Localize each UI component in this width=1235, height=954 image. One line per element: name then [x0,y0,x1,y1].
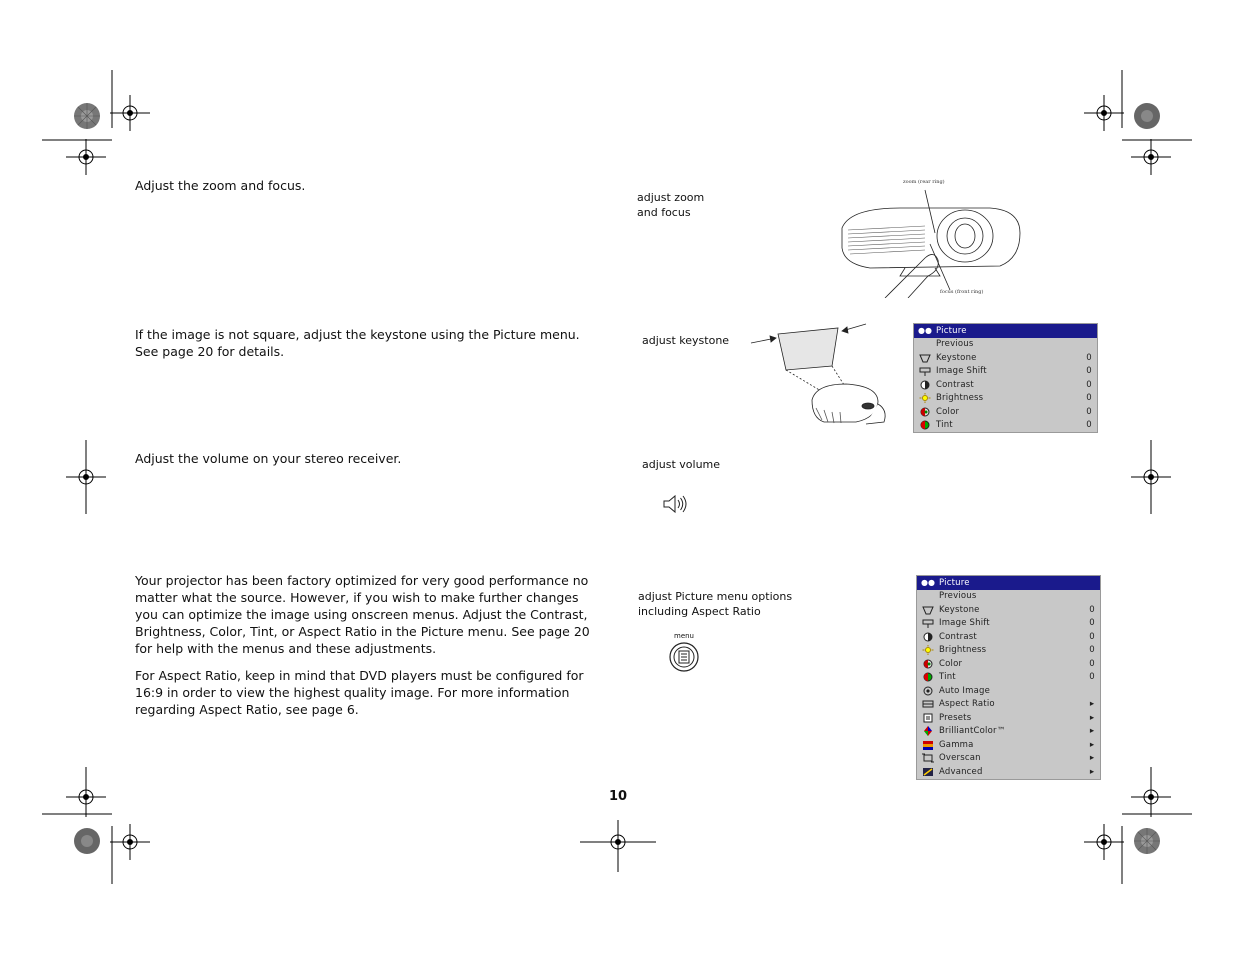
tint-icon [914,420,936,430]
menu-item-overscan[interactable] [917,752,1100,766]
menu-header[interactable] [917,576,1100,590]
menu-item-brilliantcolor[interactable] [917,725,1100,739]
target-mark [66,440,106,514]
menu-item-value: 0 [1086,393,1092,404]
menu-item-value: ▸ [1089,753,1095,764]
menu-item-label: Tint [939,672,956,683]
menu-item-label: Tint [936,420,953,431]
speaker-icon [662,494,688,514]
target-mark [110,93,150,133]
menu-item-label: Advanced [939,766,983,777]
keystone-illustration [746,318,896,433]
menu-item-label: Image Shift [936,366,987,377]
menu-title: Picture [939,577,970,588]
target-mark [580,812,656,872]
target-mark [66,137,106,177]
gamma-icon [917,740,939,750]
menu-item-value: 0 [1089,618,1095,629]
menu-item-value: 0 [1086,366,1092,377]
menu-item-image-shift[interactable] [917,617,1100,631]
menu-item-keystone[interactable] [917,603,1100,617]
menu-item-keystone[interactable] [914,351,1097,365]
star-target [72,101,102,131]
menu-item-label: Contrast [939,631,977,642]
menu-button-icon[interactable] [668,641,700,673]
menu-item-value: ▸ [1089,699,1095,710]
menu-item-value: 0 [1089,658,1095,669]
body-paragraph: Adjust the volume on your stereo receiver. [135,451,402,466]
aspect-ratio-icon [917,699,939,709]
menu-item-label: Image Shift [939,618,990,629]
picture-menu-large [916,575,1101,780]
body-paragraph: Adjust the zoom and focus. [135,178,306,193]
caption-adjust-keystone: adjust keystone [642,334,730,347]
menu-item-contrast[interactable] [914,378,1097,392]
menu-item-previous[interactable] [914,338,1097,352]
star-target [72,826,102,856]
section-keystone-text [135,326,605,370]
menu-item-gamma[interactable] [917,738,1100,752]
menu-item-tint[interactable] [914,419,1097,433]
caption-adjust-volume: adjust volume [642,458,721,471]
menu-item-value: 0 [1086,379,1092,390]
auto-image-icon [917,686,939,696]
body-paragraph: For Aspect Ratio, keep in mind that DVD players must be configured for 16:9 in order to view the highest quality image. For more information regarding Aspect Ratio, see page 6. [135,668,584,717]
menu-item-image-shift[interactable] [914,365,1097,379]
projector-zoom-focus-illustration [830,178,1030,298]
menu-item-label: BrilliantColor™ [939,726,1006,737]
menu-item-label: Presets [939,712,972,723]
menu-item-brightness[interactable] [914,392,1097,406]
menu-item-label: Color [936,406,960,417]
color-icon [917,659,939,669]
menu-item-value: ▸ [1089,739,1095,750]
menu-item-auto-image[interactable] [917,684,1100,698]
menu-item-label: Color [939,658,963,669]
body-paragraph: If the image is not square, adjust the keystone using the Picture menu. See page 20 for details. [135,327,580,359]
brilliantcolor-icon [917,726,939,736]
menu-item-label: Auto Image [939,685,991,696]
menu-item-value: ▸ [1089,726,1095,737]
menu-item-aspect-ratio[interactable] [917,698,1100,712]
menu-item-label: Previous [939,591,977,602]
menu-item-value: 0 [1089,604,1095,615]
menu-item-label: Gamma [939,739,974,750]
focus-ring-label: focus (front ring) [940,289,984,295]
menu-item-brightness[interactable] [917,644,1100,658]
menu-title: Picture [936,325,967,336]
target-mark [1084,822,1124,862]
menu-item-label: Previous [936,339,974,350]
keystone-icon [917,605,939,615]
target-mark [1131,440,1171,514]
target-mark [1131,767,1171,827]
caption-adjust-picture-menu: adjust Picture menu options including Aspect Ratio [638,590,793,618]
color-icon [914,407,936,417]
target-mark [1084,93,1124,133]
menu-item-label: Keystone [936,352,977,363]
menu-dots-icon: ●● [918,326,932,336]
brightness-icon [914,393,936,403]
page-number: 10 [609,789,628,804]
target-mark [66,767,106,827]
contrast-icon [917,632,939,642]
menu-item-label: Aspect Ratio [939,699,995,710]
menu-item-color[interactable] [917,657,1100,671]
caption-adjust-zoom: adjust zoom and focus [637,191,705,219]
contrast-icon [914,380,936,390]
presets-icon [917,713,939,723]
menu-item-color[interactable] [914,405,1097,419]
menu-item-label: Keystone [939,604,980,615]
menu-item-value: 0 [1086,420,1092,431]
image-shift-icon [914,366,936,376]
picture-menu-small [913,323,1098,433]
section-zoom-focus-text [135,177,605,204]
menu-item-value: 0 [1086,406,1092,417]
menu-item-previous[interactable] [917,590,1100,604]
zoom-ring-label: zoom (rear ring) [903,179,945,185]
menu-item-value: 0 [1086,352,1092,363]
section-volume-text [135,450,605,477]
menu-item-label: Brightness [936,393,984,404]
menu-dots-icon: ●● [921,578,935,588]
menu-item-presets[interactable] [917,711,1100,725]
menu-item-value: ▸ [1089,712,1095,723]
brightness-icon [917,645,939,655]
target-mark [1131,137,1171,177]
menu-item-label: Brightness [939,645,987,656]
body-paragraph: Your projector has been factory optimized for very good performance no matter what the source. However, if you wish to make further changes you can optimize the image using onscreen menus. Adjust the Contrast, Brightness, Color, Tint, or Aspect Ratio in the Picture menu. See page 20 for help with the menus and these adjustments. [135,573,590,656]
menu-item-contrast[interactable] [917,630,1100,644]
star-target [1132,826,1162,856]
menu-item-value: 0 [1089,645,1095,656]
target-mark [110,822,150,862]
menu-item-label: Contrast [936,379,974,390]
menu-button-label: menu [674,632,694,640]
keystone-icon [914,353,936,363]
section-picture-menu-text [135,572,605,728]
menu-item-value: 0 [1089,631,1095,642]
menu-header[interactable] [914,324,1097,338]
menu-item-advanced[interactable] [917,765,1100,779]
star-target [1132,101,1162,131]
menu-item-value: ▸ [1089,766,1095,777]
menu-item-value: 0 [1089,672,1095,683]
menu-item-tint[interactable] [917,671,1100,685]
image-shift-icon [917,618,939,628]
tint-icon [917,672,939,682]
overscan-icon [917,753,939,763]
advanced-icon [917,767,939,777]
menu-item-label: Overscan [939,753,981,764]
